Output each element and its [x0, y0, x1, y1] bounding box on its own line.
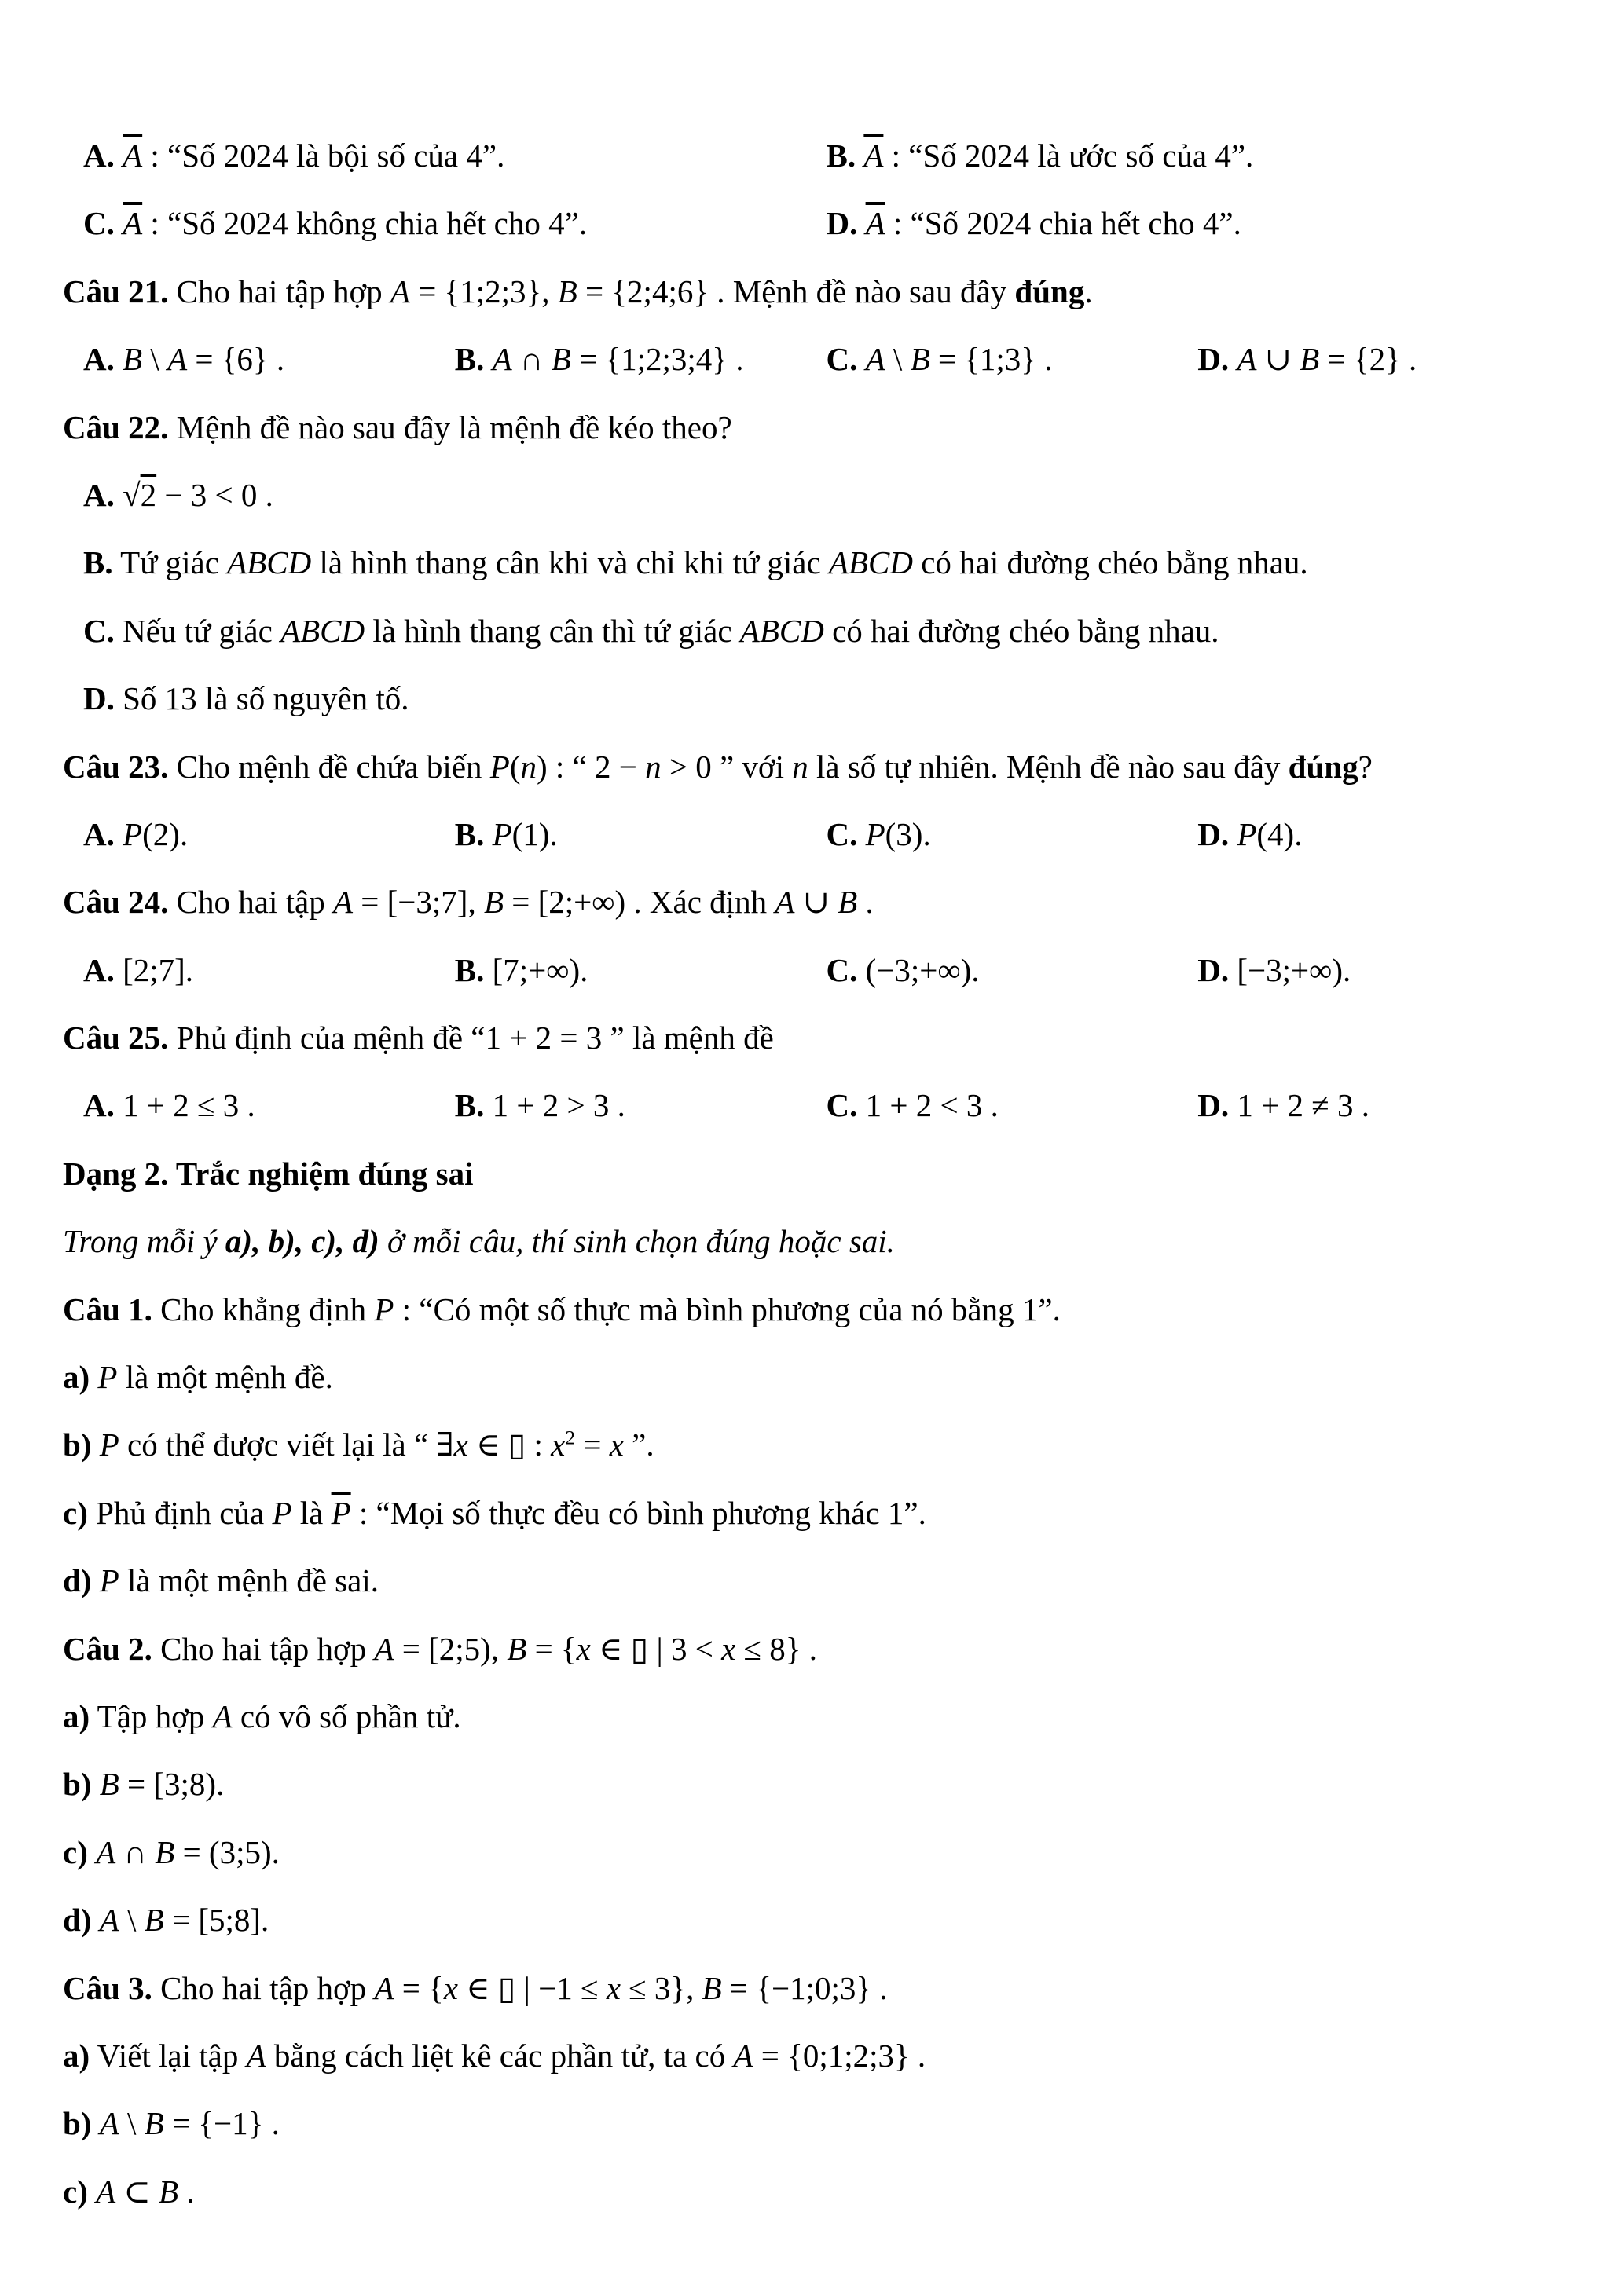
text-run: Viết lại tập — [90, 2037, 247, 2074]
italic-math-run: A — [733, 2037, 753, 2074]
text-run — [90, 1359, 97, 1395]
italic-math-run: Trong mỗi ý — [63, 1223, 225, 1260]
text-run: = [2;+∞) . Xác định — [504, 884, 775, 921]
text-run: = {2;4;6} . Mệnh đề nào sau đây — [577, 273, 1015, 309]
bold-text-run: A. — [83, 137, 115, 174]
overline-math: $\overline{A}$ — [123, 137, 143, 174]
option-d — [63, 676, 1569, 721]
bold-text-run: C. — [826, 1087, 858, 1124]
text-run: ∪ — [1256, 341, 1300, 378]
italic-math-run: n — [520, 748, 537, 785]
text-run — [484, 816, 492, 852]
text-run: = {0;1;2;3} . — [753, 2037, 926, 2074]
text-run: : “Số 2024 là ước số của 4”. — [883, 137, 1254, 174]
text-run — [1229, 816, 1237, 852]
text-run: 1 + 2 ≤ 3 . — [114, 1087, 255, 1124]
text-run: (3). — [885, 815, 931, 852]
bold-text-run: đúng — [1288, 748, 1358, 785]
text-run — [115, 341, 123, 377]
answer-option — [1197, 948, 1569, 993]
text-run: = {1;2;3}, — [409, 273, 558, 309]
bold-text-run: b) — [63, 2105, 92, 2142]
italic-math-run: B — [551, 341, 571, 378]
text-run: ∈ ▯ | −1 ≤ — [457, 1969, 607, 2006]
answer-option — [455, 812, 827, 857]
question-ds-3 — [63, 1966, 1569, 2011]
text-run: Tập hợp — [90, 1697, 213, 1734]
text-run: > 0 ” với — [661, 748, 793, 785]
text-run: = {1;2;3;4} . — [570, 341, 744, 378]
statement-1d — [63, 1558, 1569, 1603]
text-run: ) : “ 2 − — [536, 748, 646, 785]
statement-3c — [63, 2170, 1569, 2214]
answer-options-row — [63, 1083, 1569, 1128]
answer-option — [827, 1083, 1198, 1128]
answer-option — [1197, 812, 1569, 857]
text-run: = {2} . — [1319, 341, 1417, 378]
square-root — [123, 477, 156, 513]
option-c — [63, 609, 1569, 654]
text-run: ”. — [623, 1426, 654, 1463]
text-run: = { — [526, 1630, 577, 1667]
answer-option — [827, 201, 1570, 246]
bold-text-run: a) — [63, 1359, 90, 1396]
question-22 — [63, 405, 1569, 450]
statement-3a — [63, 2034, 1569, 2078]
text-run: (4). — [1256, 815, 1303, 852]
bold-text-run: B. — [826, 137, 856, 174]
answer-option — [83, 134, 827, 178]
bold-text-run: c) — [63, 2173, 88, 2210]
answer-option — [455, 948, 827, 993]
text-run: = {6} . — [187, 341, 285, 378]
bold-text-run: B. — [454, 815, 485, 852]
italic-math-run: B — [838, 884, 858, 921]
bold-text-run: C. — [83, 205, 115, 242]
text-run: (2). — [142, 815, 189, 852]
text-run: = [3;8). — [119, 1766, 225, 1803]
text-run — [115, 205, 123, 241]
italic-math-run: x — [443, 1969, 458, 2006]
text-run: 1 + 2 < 3 . — [857, 1087, 999, 1124]
answer-options-row — [63, 337, 1569, 382]
text-run: là hình thang cân thì tứ giác — [365, 612, 740, 649]
italic-math-run: P — [492, 815, 512, 852]
italic-math-run: P — [1237, 815, 1257, 852]
italic-math-run: A — [99, 2105, 119, 2142]
answer-option — [827, 948, 1198, 993]
bold-text-run: c) — [63, 1494, 88, 1531]
italic-math-run: A — [390, 273, 410, 309]
italic-math-run: A — [212, 1697, 233, 1734]
bold-text-run: a) — [63, 2037, 90, 2074]
text-run: Cho mệnh đề chứa biến — [168, 748, 490, 785]
bold-italic-text-run: a), b), c), d) — [225, 1223, 379, 1260]
text-run: . — [1084, 273, 1093, 309]
bold-text-run: D. — [1197, 815, 1230, 852]
bold-text-run: b) — [63, 1766, 92, 1803]
italic-math-run: B — [144, 1902, 164, 1939]
answer-option — [83, 201, 827, 246]
answer-option — [827, 337, 1198, 382]
text-run: : “Mọi số thực đều có bình phương khác 1”. — [350, 1494, 926, 1531]
bold-text-run: C. — [826, 815, 858, 852]
text-run: (1). — [511, 815, 558, 852]
italic-math-run: A — [374, 1969, 394, 2006]
text-run: Cho hai tập — [168, 884, 333, 921]
text-run: : “Số 2024 là bội số của 4”. — [142, 137, 505, 174]
text-run: \ — [119, 1902, 145, 1939]
text-run: [2;7]. — [114, 951, 194, 988]
text-run: = (3;5). — [174, 1833, 280, 1870]
answer-options-row — [63, 948, 1569, 993]
text-run: có hai đường chéo bằng nhau. — [912, 544, 1308, 581]
text-run: Số 13 là số nguyên tố. — [114, 680, 409, 717]
text-run: Tứ giác — [112, 544, 228, 581]
bold-text-run: B. — [83, 544, 113, 581]
text-run — [91, 1562, 99, 1598]
text-run: là một mệnh đề. — [117, 1359, 333, 1396]
text-run: có vô số phần tử. — [232, 1697, 461, 1734]
bold-text-run: C. — [826, 341, 858, 378]
text-run: ( — [509, 748, 521, 785]
text-run: ∩ — [511, 341, 552, 378]
text-run: 1 + 2 > 3 . — [484, 1087, 625, 1124]
superscript: 2 — [565, 1426, 576, 1449]
italic-math-run: B — [159, 2173, 179, 2210]
italic-math-run: P — [374, 1291, 394, 1327]
italic-math-run: x — [551, 1426, 566, 1463]
bold-text-run: A. — [83, 476, 115, 513]
statement-2d — [63, 1898, 1569, 1943]
italic-math-run: B — [144, 2105, 164, 2142]
answer-option — [1197, 337, 1569, 382]
bold-text-run: b) — [63, 1426, 92, 1463]
bold-text-run: Câu 3. — [63, 1969, 152, 2006]
answer-option — [1197, 1083, 1569, 1128]
italic-math-run: P — [97, 1359, 118, 1396]
answer-option — [827, 812, 1198, 857]
italic-math-run: n — [645, 748, 662, 785]
italic-math-run: B — [99, 1766, 119, 1803]
italic-math-run: B — [702, 1969, 722, 2006]
italic-math-run: ABCD — [739, 612, 824, 649]
overline-math: $\overline{P}$ — [331, 1494, 351, 1531]
text-run: là một mệnh đề sai. — [119, 1562, 379, 1599]
question-24 — [63, 880, 1569, 925]
text-run: (−3;+∞). — [857, 951, 980, 988]
italic-math-run: A — [374, 1630, 394, 1667]
text-run: ∪ — [794, 884, 838, 921]
text-run: . — [857, 884, 874, 921]
text-run: Cho hai tập hợp — [152, 1630, 375, 1667]
answer-option — [827, 134, 1570, 178]
document-content — [63, 134, 1569, 2214]
text-run: có thể được viết lại là “ ∃ — [119, 1426, 454, 1463]
section-instruction — [63, 1219, 1569, 1264]
text-run: Phủ định của mệnh đề “1 + 2 = 3 ” là mệnh đề — [168, 1020, 774, 1056]
italic-math-run: x — [453, 1426, 468, 1463]
bold-text-run: D. — [1197, 341, 1230, 378]
bold-text-run: D. — [1197, 1087, 1230, 1124]
italic-math-run: ABCD — [280, 612, 365, 649]
bold-text-run: A. — [83, 951, 115, 988]
text-run: Phủ định của — [87, 1494, 273, 1531]
bold-text-run: C. — [83, 612, 115, 649]
text-run — [115, 137, 123, 174]
italic-math-run: x — [576, 1630, 591, 1667]
question-21 — [63, 269, 1569, 314]
text-run — [857, 816, 865, 852]
radical-sign: √ — [123, 476, 141, 513]
text-run: − 3 < 0 . — [156, 476, 273, 513]
text-run — [1229, 341, 1237, 377]
italic-math-run: A — [99, 1902, 119, 1939]
text-run: = [5;8]. — [163, 1902, 269, 1939]
italic-math-run: B — [483, 884, 504, 921]
italic-math-run: A — [96, 1833, 116, 1870]
bold-text-run: d) — [63, 1902, 92, 1939]
text-run: = — [575, 1426, 610, 1463]
text-run: là hình thang cân khi và chỉ khi tứ giác — [311, 544, 829, 581]
italic-math-run: x — [606, 1969, 621, 2006]
italic-math-run: A — [775, 884, 795, 921]
answer-options-row — [63, 812, 1569, 857]
italic-math-run: A — [332, 884, 353, 921]
italic-math-run: ABCD — [227, 544, 312, 581]
text-run: = {1;3} . — [929, 341, 1053, 378]
italic-math-run: P — [99, 1562, 119, 1599]
text-run: \ — [119, 2105, 145, 2142]
text-run: Nếu tứ giác — [114, 612, 281, 649]
radicand: 2 — [140, 476, 157, 513]
text-run: bằng cách liệt kê các phần tử, ta có — [266, 2037, 734, 2074]
answer-option — [83, 337, 455, 382]
italic-math-run: ở mỗi câu, thí sinh chọn đúng hoặc sai. — [379, 1223, 895, 1260]
text-run — [91, 1766, 99, 1802]
text-run — [91, 2105, 99, 2141]
italic-math-run: x — [609, 1426, 624, 1463]
text-run: là — [291, 1494, 332, 1531]
italic-math-run: A — [246, 2037, 266, 2074]
answer-options-row — [63, 134, 1569, 178]
italic-math-run: ABCD — [828, 544, 913, 581]
bold-text-run: Câu 2. — [63, 1630, 152, 1667]
text-run: ⊂ — [115, 2173, 159, 2210]
text-run: ? — [1358, 748, 1373, 785]
italic-math-run: B — [123, 341, 143, 378]
italic-math-run: A — [96, 2173, 116, 2210]
question-25 — [63, 1016, 1569, 1060]
text-run: : “Số 2024 không chia hết cho 4”. — [142, 205, 588, 242]
italic-math-run: A — [865, 341, 885, 378]
text-run: ∈ ▯ : — [467, 1426, 552, 1463]
overline-math: $\overline{A}$ — [865, 205, 885, 242]
text-run: \ — [885, 341, 911, 378]
italic-math-run: A — [167, 341, 188, 378]
text-run: ∈ ▯ | 3 < — [590, 1630, 722, 1667]
text-run: . — [178, 2173, 195, 2210]
italic-math-run: B — [910, 341, 930, 378]
section-heading — [63, 1152, 1569, 1196]
italic-math-run: P — [489, 748, 510, 785]
answer-option — [83, 1083, 455, 1128]
answer-option — [83, 948, 455, 993]
bold-text-run: Dạng 2. Trắc nghiệm đúng sai — [63, 1155, 474, 1192]
bold-text-run: A. — [83, 1087, 115, 1124]
italic-math-run: P — [123, 815, 143, 852]
text-run — [856, 137, 863, 174]
italic-math-run: B — [155, 1833, 175, 1870]
text-run — [91, 1426, 99, 1463]
bold-text-run: a) — [63, 1697, 90, 1734]
bold-text-run: C. — [826, 951, 858, 988]
italic-math-run: B — [557, 273, 577, 309]
italic-math-run: P — [272, 1494, 292, 1531]
bold-text-run: B. — [454, 951, 485, 988]
statement-2a — [63, 1694, 1569, 1739]
bold-text-run: B. — [454, 341, 485, 378]
bold-text-run: Câu 22. — [63, 408, 169, 445]
text-run: : “Có một số thực mà bình phương của nó bằng 1”. — [394, 1291, 1061, 1327]
italic-math-run: B — [1300, 341, 1320, 378]
text-run: = {−1;0;3} . — [721, 1969, 888, 2006]
bold-text-run: Câu 21. — [63, 273, 169, 309]
bold-text-run: A. — [83, 815, 115, 852]
answer-option — [83, 812, 455, 857]
text-run — [115, 816, 123, 852]
italic-math-run: A — [492, 341, 512, 378]
bold-text-run: Câu 25. — [63, 1020, 169, 1056]
text-run: là số tự nhiên. Mệnh đề nào sau đây — [808, 748, 1289, 785]
statement-2b — [63, 1762, 1569, 1807]
text-run — [857, 341, 865, 377]
text-run: [−3;+∞). — [1229, 951, 1351, 988]
question-23 — [63, 745, 1569, 789]
text-run: có hai đường chéo bằng nhau. — [823, 612, 1219, 649]
bold-text-run: B. — [454, 1087, 485, 1124]
bold-text-run: đúng — [1014, 273, 1085, 309]
bold-text-run: A. — [83, 341, 115, 378]
option-b — [63, 540, 1569, 585]
text-run: Cho hai tập hợp — [168, 273, 390, 309]
text-run: ≤ 3}, — [620, 1969, 702, 2006]
text-run — [88, 2173, 96, 2210]
text-run — [91, 1902, 99, 1938]
bold-text-run: Câu 1. — [63, 1291, 152, 1327]
bold-text-run: D. — [1197, 951, 1230, 988]
text-run: = [−3;7], — [353, 884, 484, 921]
statement-2c — [63, 1830, 1569, 1875]
italic-math-run: n — [792, 748, 808, 785]
bold-text-run: D. — [83, 680, 115, 717]
italic-math-run: A — [1237, 341, 1257, 378]
question-ds-1 — [63, 1287, 1569, 1332]
question-ds-2 — [63, 1627, 1569, 1672]
text-run: Cho hai tập hợp — [152, 1969, 375, 2006]
answer-options-row — [63, 201, 1569, 246]
text-run: 1 + 2 ≠ 3 . — [1229, 1087, 1369, 1124]
italic-math-run: B — [507, 1630, 527, 1667]
italic-math-run: P — [99, 1426, 119, 1463]
text-run — [88, 1834, 96, 1870]
text-run: : “Số 2024 chia hết cho 4”. — [885, 205, 1241, 242]
text-run: = { — [394, 1969, 444, 2006]
answer-option — [455, 1083, 827, 1128]
statement-1b — [63, 1423, 1569, 1467]
overline-math: $\overline{A}$ — [863, 137, 884, 174]
italic-math-run: x — [721, 1630, 736, 1667]
text-run: = {−1} . — [163, 2105, 280, 2142]
bold-text-run: Câu 23. — [63, 748, 169, 785]
text-run: Mệnh đề nào sau đây là mệnh đề kéo theo? — [168, 408, 732, 445]
text-run: ∩ — [115, 1833, 156, 1870]
text-run — [115, 477, 123, 513]
statement-3b — [63, 2101, 1569, 2146]
text-run: ≤ 8} . — [735, 1630, 817, 1667]
option-a — [63, 473, 1569, 518]
statement-1a — [63, 1355, 1569, 1400]
overline-math: $\overline{A}$ — [123, 205, 143, 242]
text-run: \ — [142, 341, 168, 378]
statement-1c — [63, 1491, 1569, 1536]
text-run — [857, 205, 865, 241]
bold-text-run: d) — [63, 1562, 92, 1599]
answer-option — [455, 337, 827, 382]
bold-text-run: c) — [63, 1833, 88, 1870]
italic-math-run: P — [865, 815, 885, 852]
text-run: = [2;5), — [394, 1630, 508, 1667]
bold-text-run: Câu 24. — [63, 884, 169, 921]
bold-text-run: D. — [826, 205, 858, 242]
text-run: Cho khẳng định — [152, 1291, 375, 1327]
text-run — [484, 341, 492, 377]
text-run: [7;+∞). — [484, 951, 588, 988]
